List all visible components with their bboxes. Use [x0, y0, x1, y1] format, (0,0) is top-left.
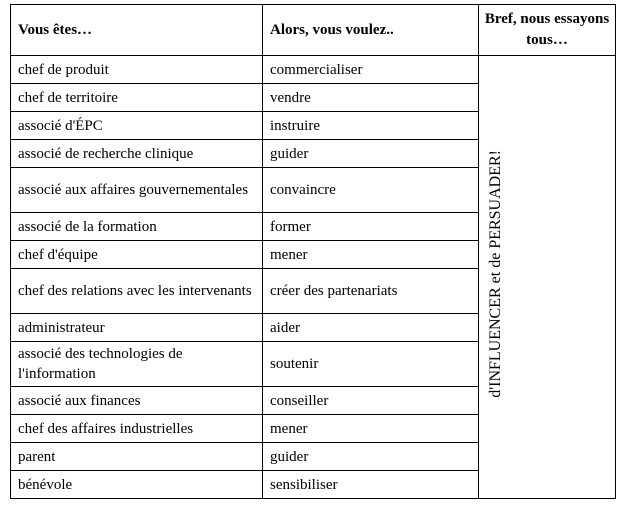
role-cell: associé de la formation — [11, 213, 263, 241]
role-cell: chef d'équipe — [11, 241, 263, 269]
action-cell: former — [263, 213, 479, 241]
role-cell: chef de territoire — [11, 84, 263, 112]
role-cell: associé aux affaires gouvernementales — [11, 168, 263, 213]
role-cell: parent — [11, 443, 263, 471]
action-cell: guider — [263, 140, 479, 168]
header-vous-etes: Vous êtes… — [11, 5, 263, 56]
role-cell: chef des affaires industrielles — [11, 415, 263, 443]
summary-text: d'INFLUENCER et de PERSUADER! — [487, 150, 504, 398]
role-cell: administrateur — [11, 314, 263, 342]
action-cell: conseiller — [263, 387, 479, 415]
role-cell: chef des relations avec les intervenants — [11, 269, 263, 314]
table-row — [11, 56, 616, 84]
role-cell: associé aux finances — [11, 387, 263, 415]
summary-cell — [479, 56, 616, 499]
roles-table — [10, 4, 616, 499]
action-cell: mener — [263, 241, 479, 269]
action-cell: créer des partenariats — [263, 269, 479, 314]
role-cell: bénévole — [11, 471, 263, 499]
action-cell: convaincre — [263, 168, 479, 213]
action-cell: instruire — [263, 112, 479, 140]
role-cell: chef de produit — [11, 56, 263, 84]
header-alors-vous-voulez: Alors, vous voulez.. — [263, 5, 479, 56]
header-bref: Bref, nous essayons tous… — [479, 5, 616, 56]
action-cell: soutenir — [263, 342, 479, 387]
header-row — [11, 5, 616, 56]
action-cell: sensibiliser — [263, 471, 479, 499]
action-cell: guider — [263, 443, 479, 471]
action-cell: aider — [263, 314, 479, 342]
action-cell: commercialiser — [263, 56, 479, 84]
action-cell: vendre — [263, 84, 479, 112]
role-cell: associé des technologies de l'information — [11, 342, 263, 387]
role-cell: associé de recherche clinique — [11, 140, 263, 168]
role-cell: associé d'ÉPC — [11, 112, 263, 140]
action-cell: mener — [263, 415, 479, 443]
